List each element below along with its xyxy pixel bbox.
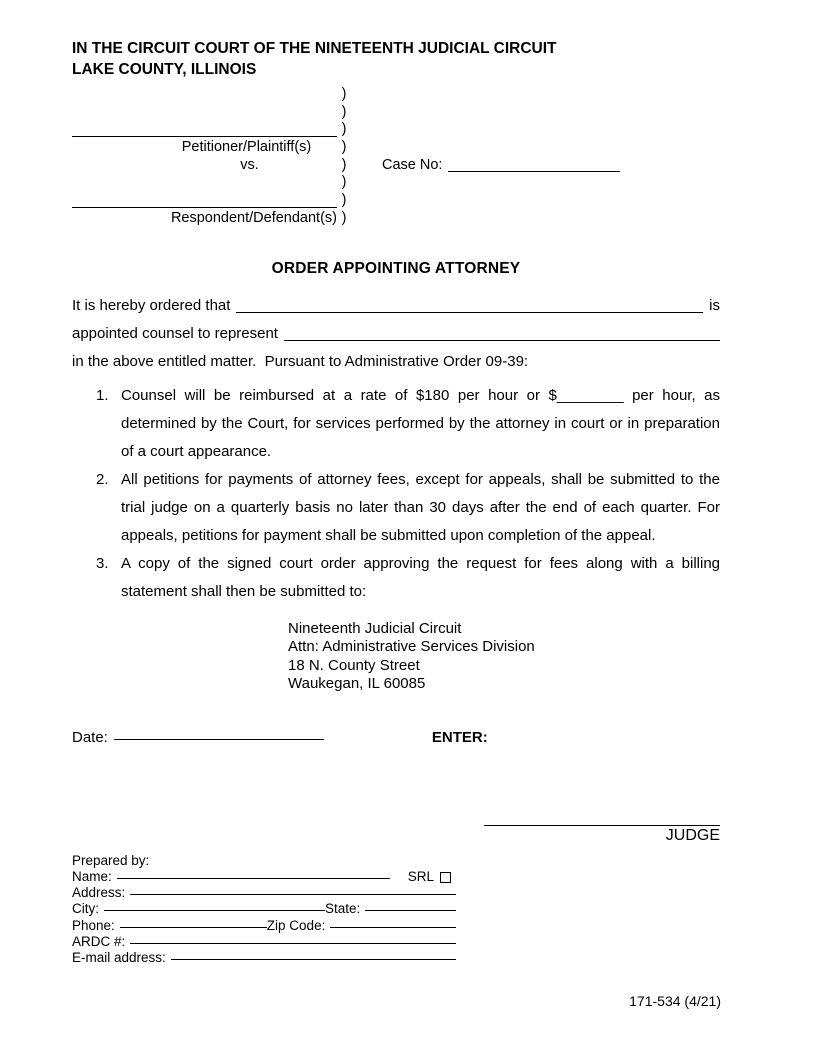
petitioner-name-line[interactable] — [72, 136, 337, 137]
item-text: All petitions for payments of attorney fees, except for appeals, shall be submitted to the trial judge on a quarterly basis no later than 30 days after the end of each quarter. For appeals, petitions for payment shall be submitted upon completion of the appeal. — [121, 470, 720, 544]
email-row — [72, 950, 456, 966]
attorney-name-line[interactable] — [234, 292, 705, 320]
enter-label: ENTER: — [431, 728, 488, 746]
item-text: Counsel will be reimbursed at a rate of $180 per hour or $________ per hour, as determined by the Court, for services performed by the attorney in court or in preparation of a court appearance. — [121, 386, 720, 460]
court-header-line2: LAKE COUNTY, ILLINOIS — [72, 61, 257, 78]
phone-label: Phone: — [72, 917, 115, 933]
caption-paren: ) — [341, 139, 347, 156]
srl-field — [408, 869, 451, 885]
order-terms-list — [72, 382, 720, 606]
ardc-row — [72, 934, 456, 950]
caption-row — [72, 139, 720, 157]
judge-signature-line[interactable] — [484, 812, 720, 826]
date-label: Date: — [72, 728, 108, 746]
ordered-that-suffix: is — [709, 296, 720, 314]
caption-paren: ) — [341, 156, 347, 173]
prepared-by-label: Prepared by: — [72, 852, 150, 868]
caption-row — [72, 174, 720, 192]
name-label: Name: — [72, 869, 112, 885]
court-header-line1: IN THE CIRCUIT COURT OF THE NINETEENTH JUDICIAL CIRCUIT — [72, 40, 557, 57]
caption-paren: ) — [341, 121, 347, 138]
address-line-4: Waukegan, IL 60085 — [288, 675, 426, 693]
form-title: ORDER APPOINTING ATTORNEY — [271, 259, 521, 277]
city-state-row — [72, 901, 456, 917]
submission-address — [288, 620, 720, 694]
list-item-3 — [72, 550, 720, 606]
respondent-name-line[interactable] — [72, 207, 337, 208]
caption-paren: ) — [341, 85, 347, 102]
item-number: 2. — [96, 470, 109, 488]
respondent-label: Respondent/Defendant(s) — [170, 209, 337, 226]
address-line-2: Attn: Administrative Services Division — [288, 638, 535, 656]
item-number: 3. — [96, 554, 109, 572]
prepared-by-heading-row — [72, 853, 456, 869]
caption-row — [72, 192, 720, 210]
caption-paren: ) — [341, 192, 347, 209]
item-number: 1. — [96, 386, 109, 404]
srl-label: SRL — [407, 869, 435, 885]
pursuant-text: in the above entitled matter. Pursuant to Administrative Order 09-39: — [72, 352, 529, 370]
ardc-label: ARDC #: — [72, 933, 126, 949]
judge-label: JUDGE — [665, 826, 720, 844]
prepared-by-block — [72, 853, 456, 966]
email-label: E-mail address: — [72, 950, 166, 966]
judge-signature-block — [484, 812, 720, 845]
address-line-3: 18 N. County Street — [288, 656, 420, 674]
zip-label: Zip Code: — [266, 917, 326, 933]
caption-row — [72, 86, 720, 104]
srl-checkbox[interactable] — [440, 872, 451, 883]
ordered-that-row — [72, 292, 720, 320]
name-row — [72, 869, 456, 885]
order-intro — [72, 292, 720, 376]
caption-paren: ) — [341, 103, 347, 120]
represent-row — [72, 320, 720, 348]
list-item-1 — [72, 382, 720, 466]
caption-row — [72, 121, 720, 139]
ordered-that-text: It is hereby ordered that — [72, 296, 231, 314]
list-item-2 — [72, 466, 720, 550]
address-line-1: Nineteenth Judicial Circuit — [288, 619, 462, 637]
phone-zip-row — [72, 918, 456, 934]
case-no-line[interactable] — [448, 160, 620, 172]
case-no-label: Case No: — [382, 156, 443, 173]
city-label: City: — [72, 901, 99, 917]
represented-party-line[interactable] — [282, 320, 720, 348]
represent-text: appointed counsel to represent — [72, 324, 278, 342]
date-enter-row — [72, 728, 720, 748]
address-row — [72, 885, 456, 901]
state-label: State: — [325, 901, 361, 917]
caption-row — [72, 210, 720, 228]
caption-row — [72, 104, 720, 122]
caption-row — [72, 157, 720, 175]
caption-paren: ) — [341, 174, 347, 191]
vs-label: vs. — [240, 156, 259, 173]
form-number: 171-534 (4/21) — [629, 993, 721, 1009]
case-caption — [72, 86, 720, 228]
petitioner-label: Petitioner/Plaintiff(s) — [181, 139, 312, 156]
address-label: Address: — [72, 885, 126, 901]
caption-paren: ) — [341, 209, 347, 226]
court-header — [72, 38, 720, 80]
item-text: A copy of the signed court order approving the request for fees along with a billing statement shall then be submitted to: — [121, 554, 720, 600]
